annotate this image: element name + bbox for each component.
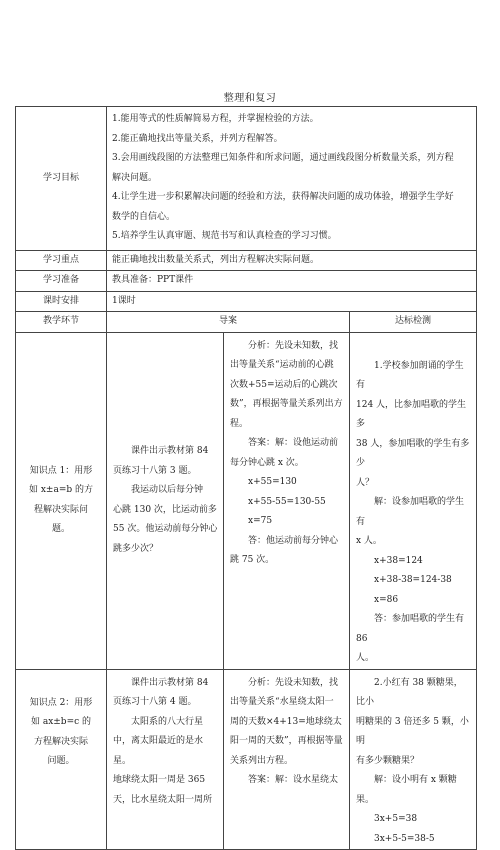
kp1-analysis-line: 每分钟心跳 x 次。 (230, 457, 304, 468)
page-title: 整理和复习 (223, 93, 277, 104)
kp1-check-line: 人？ (356, 477, 375, 488)
kp1-check-line: 124 人，比参加唱歌的学生多 (356, 399, 467, 429)
kp2-label (16, 669, 107, 850)
kp2-label-line: 知识点 2：用形 (29, 697, 93, 708)
goals-content (107, 107, 477, 251)
kp2-check-line: 明糖果的 3 倍还多 5 颗，小明 (356, 716, 469, 746)
focus-label: 学习重点 (16, 250, 107, 271)
prep-value: 教具准备：PPT课件 (107, 271, 477, 292)
goal-line: 3.会用画线段图的方法整理已知条件和所求问题，通过画线段图分析数量关系，列方程 (112, 153, 454, 163)
kp1-guide-line: 55 次。他运动前每分钟心 (113, 524, 218, 534)
kp2-analysis-line: 周的天数×4+13=地球绕太 (230, 716, 342, 727)
kp2-guide-line: 太阳系的八大行星 (131, 716, 204, 727)
kp2-analysis-line: 分析：先设未知数，找 (248, 677, 339, 688)
goals-row (16, 107, 477, 251)
prep-label: 学习准备 (16, 271, 107, 292)
focus-row (16, 250, 477, 271)
kp1-analysis-line: x=75 (248, 516, 273, 526)
kp1-label-line: 知识点 1：用形 (29, 465, 93, 476)
kp1-analysis (224, 332, 350, 669)
schedule-label: 课时安排 (16, 291, 107, 312)
kp1-check-line: 38 人，参加唱歌的学生有多少 (356, 438, 470, 468)
kp1-analysis-line: 出等量关系“运动前的心跳 (230, 360, 334, 370)
header-guide: 导案 (107, 312, 350, 333)
kp2-guide-line: 中，离太阳最近的是水星。 (113, 736, 204, 766)
kp1-analysis-line: 跳 75 次。 (230, 555, 275, 565)
goal-line: 5.培养学生认真审题、规范书写和认真检查的学习习惯。 (112, 231, 337, 241)
kp1-check-line: 人。 (356, 653, 375, 663)
kp2-check (350, 669, 477, 850)
kp1-label-line: 程解决实际问 (33, 504, 88, 515)
kp1-check-line: x+38=124 (374, 555, 423, 566)
kp2-guide-line: 课件出示教材第 84 (131, 677, 209, 688)
kp2-analysis-line: 答案：解：设水星绕太 (248, 775, 339, 785)
kp2-row (16, 669, 477, 850)
kp1-row (16, 332, 477, 669)
kp2-guide (107, 669, 224, 850)
kp1-guide-line: 页练习十八第 3 题。 (113, 465, 197, 476)
kp2-check-line: 3x+5=38 (374, 814, 418, 824)
kp1-guide-line: 课件出示教材第 84 (131, 446, 209, 456)
kp1-analysis-line: 数”，再根据等量关系列出方 (230, 399, 343, 409)
kp1-analysis-line: 答案：解：设他运动前 (248, 438, 339, 448)
kp2-label-line: 问题。 (47, 756, 75, 766)
kp2-guide-line: 天，比水星绕太阳一周所 (113, 794, 213, 805)
kp1-analysis-line: 分析：先设未知数，找 (248, 340, 339, 351)
kp1-guide-line: 我运动以后每分钟 (131, 485, 204, 495)
kp1-label (16, 332, 107, 669)
kp2-analysis (224, 669, 350, 850)
kp1-check-line: 解：设参加唱歌的学生有 (356, 497, 465, 527)
kp1-guide (107, 332, 224, 669)
kp1-check-line: 答：参加唱歌的学生有 86 (356, 614, 465, 644)
kp1-analysis-line: 程。 (230, 418, 249, 429)
kp2-check-line: 有多少颗糖果？ (356, 755, 420, 766)
kp1-analysis-line: 答：他运动前每分钟心 (248, 535, 339, 546)
kp2-check-line: 2.小红有 38 颗糖果，比小 (356, 677, 463, 707)
header-row (16, 312, 477, 333)
header-check: 达标检测 (350, 312, 477, 333)
kp2-check-line: 解：设小明有 x 颗糖果。 (356, 775, 457, 805)
goal-line: 1.能用等式的性质解简易方程，并掌握检验的方法。 (112, 114, 319, 124)
goal-line: 数学的自信心。 (112, 211, 176, 222)
kp1-check-line: x=86 (374, 594, 399, 605)
kp1-analysis-line: x+55=130 (248, 477, 297, 487)
kp1-analysis-line: x+55-55=130-55 (248, 496, 326, 507)
goal-line: 4.让学生进一步积累解决问题的经验和方法，获得解决问题的成功体验，增强学生学好 (112, 192, 454, 202)
kp2-analysis-line: 出等量关系“水星绕太阳一 (230, 697, 334, 707)
kp1-check-line: x+38-38=124-38 (374, 575, 452, 585)
kp2-check-line: 3x+5-5=38-5 (374, 833, 435, 844)
kp1-label-line: 题。 (51, 524, 70, 534)
kp2-guide-line: 页练习十八第 4 题。 (113, 697, 197, 707)
kp1-label-line: 如 x±a=b 的方 (28, 485, 93, 495)
kp1-guide-line: 跳多少次？ (113, 543, 159, 554)
kp2-label-line: 如 ax±b=c 的 (30, 717, 92, 727)
kp1-guide-line: 心跳 130 次，比运动前多 (113, 504, 217, 515)
schedule-value: 1课时 (107, 291, 477, 312)
kp1-check (350, 332, 477, 669)
goal-line: 2.能正确地找出等量关系，并列方程解答。 (112, 133, 283, 144)
kp2-analysis-line: 阳一周的天数”，再根据等量 (230, 736, 343, 746)
kp2-analysis-line: 关系列出方程。 (230, 755, 294, 766)
schedule-row (16, 291, 477, 312)
kp2-label-line: 方程解决实际 (33, 736, 88, 747)
kp2-guide-line: 地球绕太阳一周是 365 (113, 775, 206, 785)
kp1-check-line: x 人。 (356, 536, 382, 546)
prep-row (16, 271, 477, 292)
kp1-check-line: 1.学校参加朗诵的学生有 (356, 360, 464, 390)
kp1-analysis-line: 次数+55=运动后的心跳次 (230, 379, 338, 390)
goal-line: 解决问题。 (112, 172, 158, 183)
header-teaching-step: 教学环节 (16, 312, 107, 333)
focus-value: 能正确地找出数量关系式，列出方程解决实际问题。 (107, 250, 477, 271)
lesson-plan-table (15, 106, 477, 850)
goals-label: 学习目标 (16, 107, 107, 251)
